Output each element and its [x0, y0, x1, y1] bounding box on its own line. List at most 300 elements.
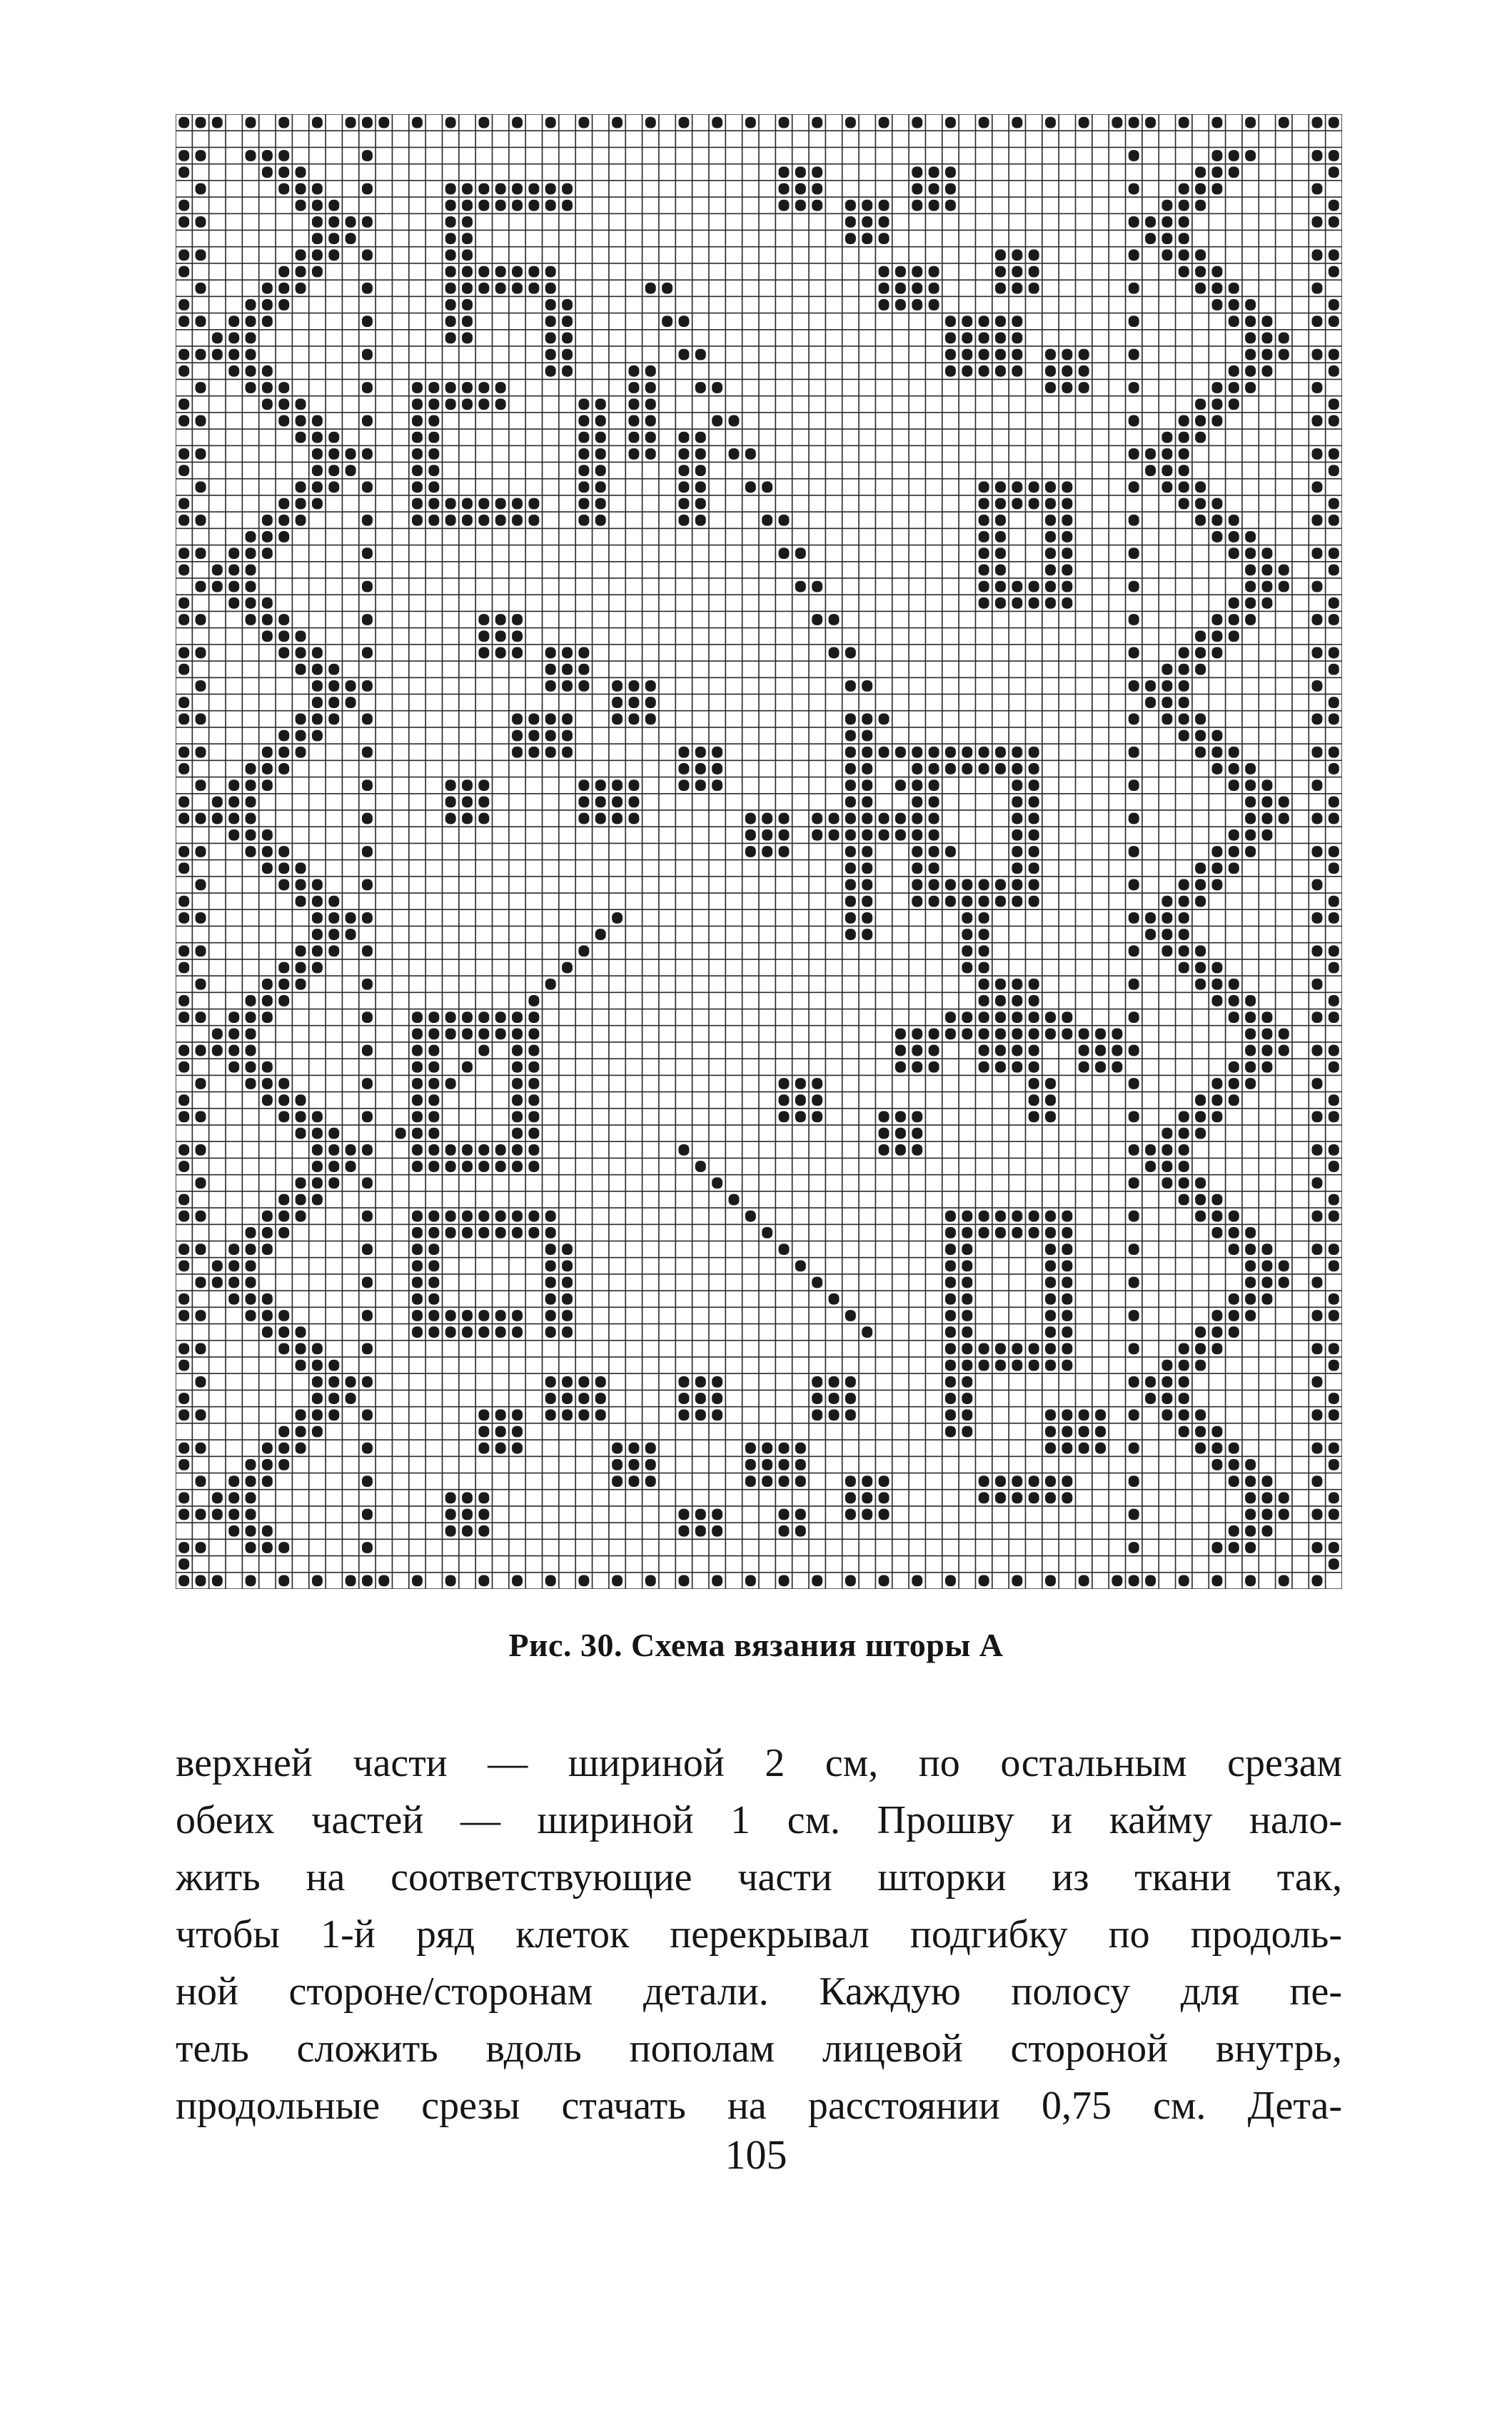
filled-cell [346, 117, 356, 128]
filled-cell [645, 283, 656, 294]
filled-cell [979, 747, 989, 758]
filled-cell [1261, 813, 1272, 824]
filled-cell [979, 597, 989, 609]
filled-cell [362, 1211, 373, 1222]
filled-cell [1229, 779, 1239, 791]
filled-cell [1312, 183, 1323, 195]
filled-cell [478, 1310, 489, 1321]
filled-cell [296, 713, 306, 725]
filled-cell [845, 896, 856, 907]
filled-cell [1079, 365, 1089, 377]
filled-cell [1179, 200, 1189, 211]
filled-cell [178, 962, 189, 974]
filled-cell [695, 1161, 706, 1172]
filled-cell [1211, 1310, 1222, 1321]
filled-cell [562, 1293, 573, 1305]
filled-cell [929, 813, 939, 824]
filled-cell [178, 1111, 189, 1123]
filled-cell [645, 697, 656, 708]
filled-cell [1179, 498, 1189, 510]
filled-cell [1329, 1459, 1339, 1470]
filled-cell [1312, 1277, 1323, 1288]
filled-cell [428, 1111, 439, 1123]
filled-cell [1312, 515, 1323, 526]
filled-cell [645, 448, 656, 460]
filled-cell [1029, 779, 1039, 791]
filled-cell [645, 432, 656, 443]
filled-cell [929, 763, 939, 774]
filled-cell [845, 1475, 856, 1487]
filled-cell [979, 763, 989, 774]
filled-cell [545, 117, 556, 128]
filled-cell [178, 1011, 189, 1023]
filled-cell [178, 713, 189, 725]
filled-cell [995, 515, 1006, 526]
filled-cell [912, 1028, 922, 1039]
filled-cell [895, 1028, 906, 1039]
filled-cell [1245, 299, 1256, 311]
filled-cell [262, 1443, 273, 1454]
filled-cell [1045, 1243, 1056, 1255]
filled-cell [1112, 1575, 1122, 1587]
filled-cell [729, 1194, 740, 1206]
filled-cell [1179, 697, 1189, 708]
filled-cell [312, 1343, 323, 1355]
filled-cell [578, 1393, 589, 1404]
filled-cell [528, 1211, 539, 1222]
filled-cell [945, 1360, 956, 1371]
filled-cell [212, 1492, 223, 1503]
filled-cell [912, 183, 922, 195]
filled-cell [528, 995, 539, 1006]
filled-cell [278, 150, 289, 161]
filled-cell [1229, 1094, 1239, 1106]
filled-cell [312, 266, 323, 278]
filled-cell [812, 1078, 822, 1089]
filled-cell [362, 1575, 373, 1587]
filled-cell [912, 879, 922, 891]
filled-cell [512, 647, 523, 659]
filled-cell [278, 283, 289, 294]
filled-cell [829, 614, 840, 625]
filled-cell [1329, 1194, 1339, 1206]
filled-cell [312, 249, 323, 261]
filled-cell [1062, 1277, 1072, 1288]
filled-cell [428, 1045, 439, 1056]
filled-cell [578, 448, 589, 460]
filled-cell [1329, 415, 1339, 427]
filled-cell [628, 382, 639, 393]
filled-cell [962, 1227, 972, 1238]
filled-cell [562, 1277, 573, 1288]
filled-cell [795, 1094, 806, 1106]
filled-cell [246, 597, 256, 609]
filled-cell [512, 498, 523, 510]
filled-cell [1211, 1459, 1222, 1470]
filled-cell [562, 316, 573, 327]
filled-cell [895, 779, 906, 791]
filled-cell [278, 1310, 289, 1321]
filled-cell [545, 1575, 556, 1587]
filled-cell [178, 1443, 189, 1454]
filled-cell [1245, 564, 1256, 575]
filled-cell [1179, 1376, 1189, 1388]
filled-cell [895, 1128, 906, 1139]
filled-cell [1279, 117, 1289, 128]
filled-cell [1229, 1227, 1239, 1238]
filled-cell [945, 200, 956, 211]
filled-cell [1261, 365, 1272, 377]
filled-cell [895, 747, 906, 758]
filled-cell [779, 813, 790, 824]
filled-cell [178, 1542, 189, 1553]
filled-cell [1161, 1128, 1172, 1139]
filled-cell [879, 1475, 889, 1487]
filled-cell [712, 1177, 722, 1189]
filled-cell [1195, 166, 1206, 178]
filled-cell [779, 1509, 790, 1520]
filled-cell [1329, 1293, 1339, 1305]
filled-cell [228, 1509, 239, 1520]
filled-cell [1029, 862, 1039, 874]
filled-cell [1045, 564, 1056, 575]
filled-cell [1261, 829, 1272, 841]
filled-cell [1062, 1310, 1072, 1321]
filled-cell [462, 216, 473, 228]
body-text [176, 1735, 1342, 2134]
filled-cell [795, 1459, 806, 1470]
filled-cell [929, 1045, 939, 1056]
filled-cell [428, 448, 439, 460]
filled-cell [428, 1011, 439, 1023]
filled-cell [328, 1128, 339, 1139]
filled-cell [212, 117, 223, 128]
filled-cell [779, 1243, 790, 1255]
filled-cell [812, 1094, 822, 1106]
filled-cell [246, 1492, 256, 1503]
filled-cell [1012, 879, 1022, 891]
filled-cell [845, 117, 856, 128]
filled-cell [312, 896, 323, 907]
filled-cell [1045, 1475, 1056, 1487]
filled-cell [262, 382, 273, 393]
filled-cell [712, 1376, 722, 1388]
filled-cell [278, 730, 289, 742]
filled-cell [962, 1409, 972, 1421]
filled-cell [979, 531, 989, 543]
filled-cell [228, 1061, 239, 1073]
filled-cell [1329, 846, 1339, 857]
filled-cell [945, 1326, 956, 1338]
filled-cell [512, 1011, 523, 1023]
filled-cell [228, 349, 239, 360]
filled-cell [362, 1475, 373, 1487]
filled-cell [1261, 1509, 1272, 1520]
filled-cell [1045, 1360, 1056, 1371]
filled-cell [296, 498, 306, 510]
filled-cell [712, 763, 722, 774]
filled-cell [678, 349, 689, 360]
filled-cell [178, 415, 189, 427]
filled-cell [1211, 117, 1222, 128]
filled-cell [562, 713, 573, 725]
filled-cell [628, 796, 639, 807]
filled-cell [595, 432, 606, 443]
filled-cell [879, 299, 889, 311]
filled-cell [178, 498, 189, 510]
filled-cell [1179, 896, 1189, 907]
filled-cell [1211, 398, 1222, 410]
filled-cell [612, 796, 623, 807]
filled-cell [296, 1177, 306, 1189]
filled-cell [495, 1227, 506, 1238]
filled-cell [196, 779, 206, 791]
filled-cell [995, 548, 1006, 559]
filled-cell [1312, 912, 1323, 924]
filled-cell [1112, 1028, 1122, 1039]
filled-cell [262, 1094, 273, 1106]
text-line: чтобы 1-й ряд клеток перекрывал подгибку по продоль- [176, 1912, 1342, 1957]
filled-cell [1029, 1078, 1039, 1089]
filled-cell [1029, 1227, 1039, 1238]
filled-cell [1161, 912, 1172, 924]
filled-cell [795, 1260, 806, 1271]
filled-cell [196, 879, 206, 891]
filled-cell [495, 1409, 506, 1421]
filled-cell [512, 1061, 523, 1073]
filled-cell [1195, 183, 1206, 195]
filled-cell [412, 515, 423, 526]
filled-cell [562, 1326, 573, 1338]
filled-cell [178, 862, 189, 874]
filled-cell [945, 1343, 956, 1355]
filled-cell [545, 316, 556, 327]
filled-cell [278, 1575, 289, 1587]
filled-cell [1229, 1326, 1239, 1338]
filled-cell [1261, 1028, 1272, 1039]
filled-cell [862, 1509, 872, 1520]
filled-cell [428, 1061, 439, 1073]
filled-cell [362, 316, 373, 327]
filled-cell [296, 1211, 306, 1222]
filled-cell [745, 1575, 756, 1587]
filled-cell [246, 1277, 256, 1288]
filled-cell [1329, 1061, 1339, 1073]
filled-cell [995, 316, 1006, 327]
filled-cell [1145, 1376, 1156, 1388]
filled-cell [512, 713, 523, 725]
filled-cell [278, 647, 289, 659]
filled-cell [312, 448, 323, 460]
filled-cell [1129, 979, 1139, 990]
filled-cell [196, 846, 206, 857]
filled-cell [1329, 1492, 1339, 1503]
filled-cell [262, 846, 273, 857]
filled-cell [1045, 1326, 1056, 1338]
filled-cell [779, 846, 790, 857]
filled-cell [929, 829, 939, 841]
filled-cell [1261, 1293, 1272, 1305]
filled-cell [1329, 647, 1339, 659]
filled-cell [595, 929, 606, 940]
filled-cell [262, 166, 273, 178]
filled-cell [1029, 1343, 1039, 1355]
filled-cell [612, 697, 623, 708]
filled-cell [1279, 1045, 1289, 1056]
filled-cell [862, 862, 872, 874]
filled-cell [412, 1243, 423, 1255]
filled-cell [1211, 1542, 1222, 1553]
filled-cell [1329, 216, 1339, 228]
filled-cell [196, 1144, 206, 1156]
filled-cell [1029, 481, 1039, 493]
filled-cell [1045, 117, 1056, 128]
filled-cell [995, 1492, 1006, 1503]
filled-cell [462, 498, 473, 510]
filled-cell [1229, 1310, 1239, 1321]
filled-cell [979, 912, 989, 924]
filled-cell [178, 747, 189, 758]
filled-cell [962, 332, 972, 343]
filled-cell [1029, 829, 1039, 841]
filled-cell [228, 1277, 239, 1288]
filled-cell [612, 779, 623, 791]
filled-cell [412, 1061, 423, 1073]
filled-cell [862, 846, 872, 857]
filled-cell [428, 398, 439, 410]
filled-cell [945, 1426, 956, 1438]
filled-cell [979, 481, 989, 493]
filled-cell [812, 183, 822, 195]
filled-cell [246, 564, 256, 575]
filled-cell [762, 1475, 772, 1487]
filled-cell [762, 846, 772, 857]
filled-cell [178, 1360, 189, 1371]
filled-cell [945, 316, 956, 327]
filled-cell [178, 1293, 189, 1305]
filled-cell [578, 515, 589, 526]
filled-cell [478, 398, 489, 410]
filled-cell [262, 829, 273, 841]
filled-cell [1245, 1475, 1256, 1487]
filled-cell [1229, 1542, 1239, 1553]
filled-cell [779, 1575, 790, 1587]
filled-cell [1161, 216, 1172, 228]
filled-cell [1161, 1360, 1172, 1371]
filled-cell [228, 1045, 239, 1056]
filled-cell [1029, 1045, 1039, 1056]
filled-cell [1045, 1011, 1056, 1023]
filled-cell [962, 1393, 972, 1404]
filled-cell [495, 1443, 506, 1454]
filled-cell [296, 1094, 306, 1106]
filled-cell [246, 316, 256, 327]
filled-cell [1195, 1443, 1206, 1454]
filled-cell [845, 1575, 856, 1587]
filled-cell [178, 1575, 189, 1587]
filled-cell [1312, 1443, 1323, 1454]
filled-cell [762, 1459, 772, 1470]
filled-cell [495, 382, 506, 393]
filled-cell [1245, 1061, 1256, 1073]
filled-cell [1312, 879, 1323, 891]
filled-cell [178, 515, 189, 526]
filled-cell [945, 1028, 956, 1039]
filled-cell [895, 813, 906, 824]
filled-cell [1229, 166, 1239, 178]
filled-cell [296, 1326, 306, 1338]
filled-cell [1195, 1094, 1206, 1106]
filled-cell [246, 1260, 256, 1271]
filled-cell [1179, 929, 1189, 940]
filled-cell [979, 1028, 989, 1039]
filled-cell [246, 1542, 256, 1553]
filled-cell [1329, 796, 1339, 807]
filled-cell [1195, 962, 1206, 974]
filled-cell [262, 614, 273, 625]
filled-cell [628, 415, 639, 427]
filled-cell [1129, 1409, 1139, 1421]
filled-cell [1129, 581, 1139, 592]
filled-cell [612, 813, 623, 824]
filled-cell [745, 481, 756, 493]
filled-cell [1195, 283, 1206, 294]
filled-cell [312, 117, 323, 128]
filled-cell [1195, 432, 1206, 443]
filled-cell [495, 1426, 506, 1438]
filled-cell [995, 1028, 1006, 1039]
filled-cell [745, 1459, 756, 1470]
filled-cell [979, 515, 989, 526]
filled-cell [1329, 862, 1339, 874]
filled-cell [246, 1028, 256, 1039]
filled-cell [695, 515, 706, 526]
filled-cell [1129, 448, 1139, 460]
filled-cell [278, 183, 289, 195]
filled-cell [845, 233, 856, 244]
filled-cell [929, 1061, 939, 1073]
filled-cell [929, 879, 939, 891]
filled-cell [1211, 1326, 1222, 1338]
filled-cell [862, 1326, 872, 1338]
filled-cell [512, 1161, 523, 1172]
filled-cell [628, 697, 639, 708]
filled-cell [412, 415, 423, 427]
filled-cell [262, 1326, 273, 1338]
filled-cell [562, 200, 573, 211]
filled-cell [545, 1293, 556, 1305]
filled-cell [1195, 862, 1206, 874]
filled-cell [612, 1475, 623, 1487]
filled-cell [1179, 1426, 1189, 1438]
filled-cell [912, 813, 922, 824]
filled-cell [862, 200, 872, 211]
filled-cell [1029, 1111, 1039, 1123]
filled-cell [362, 1243, 373, 1255]
filled-cell [296, 1194, 306, 1206]
filled-cell [995, 597, 1006, 609]
filled-cell [995, 1011, 1006, 1023]
filled-cell [512, 1211, 523, 1222]
filled-cell [1312, 1078, 1323, 1089]
filled-cell [196, 183, 206, 195]
filled-cell [962, 912, 972, 924]
filled-cell [328, 664, 339, 675]
filled-cell [678, 779, 689, 791]
filled-cell [462, 1492, 473, 1503]
filled-cell [445, 398, 456, 410]
filled-cell [412, 1326, 423, 1338]
